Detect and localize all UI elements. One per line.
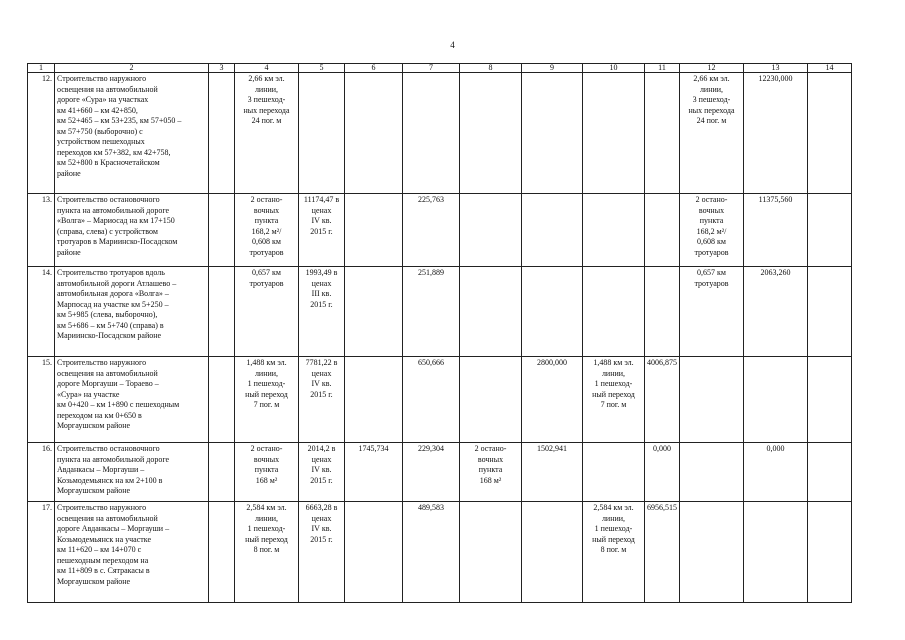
row-number-text: 15.: [42, 358, 52, 367]
row-number: [28, 502, 55, 603]
cell-col-10: [583, 267, 645, 357]
document-table: [27, 63, 852, 603]
table-row: [28, 73, 852, 194]
cell-col-14: [808, 502, 852, 603]
column-header: 2: [55, 64, 209, 73]
cell-col-10: [583, 357, 645, 443]
column-header: 13: [744, 64, 808, 73]
cell-col-12-text: 0,657 км тротуаров: [694, 268, 729, 288]
cell-col-11-text: 4006,875: [647, 358, 677, 367]
cell-col-6: [345, 194, 403, 267]
cell-col-11-text: 6956,515: [647, 503, 677, 512]
cell-col-7: [403, 357, 460, 443]
cell-col-7: [403, 73, 460, 194]
cell-col-3: [209, 194, 235, 267]
project-description-text: Строительство наружного освещения на автомобильной дороге Моргауши – Тораево – «Сура» на участке км 0+420 – км 1+890 с пешеходным переходом на км 0+650 в Моргаушском районе: [57, 358, 180, 430]
cell-col-9: [522, 194, 583, 267]
cell-col-13-text: 0,000: [766, 444, 785, 453]
cell-col-4: [235, 73, 299, 194]
column-header: 5: [299, 64, 345, 73]
cell-col-9: [522, 443, 583, 502]
project-description-text: Строительство остановочного пункта на автомобильной дороге «Волга» – Мариосад на км 17+150 (справа, слева) с устройством тротуаров в Мариинско-Посадском районе: [57, 195, 178, 257]
row-number-text: 12.: [42, 74, 52, 83]
cell-col-12: [680, 194, 744, 267]
cell-col-6: [345, 267, 403, 357]
project-description: [55, 73, 209, 194]
cell-col-7: [403, 194, 460, 267]
cell-col-5: [299, 73, 345, 194]
cell-col-7-text: 650,666: [418, 358, 444, 367]
page-number: 4: [450, 40, 455, 50]
cell-col-4-text: 2,584 км эл. линии, 1 пешеход- ный переход 8 пог. м: [245, 503, 288, 554]
cell-col-6-text: 1745,734: [358, 444, 389, 453]
project-description: [55, 443, 209, 502]
cell-col-11: [645, 443, 680, 502]
row-number: [28, 194, 55, 267]
cell-col-7: [403, 267, 460, 357]
cell-col-5-text: 6663,28 в ценах IV кв. 2015 г.: [305, 503, 338, 544]
cell-col-11-text: 0,000: [653, 444, 671, 453]
table-row: [28, 267, 852, 357]
cell-col-13-text: 11375,560: [758, 195, 793, 204]
cell-col-13: [744, 267, 808, 357]
cell-col-10: [583, 443, 645, 502]
cell-col-6: [345, 502, 403, 603]
row-number: [28, 267, 55, 357]
table-row: [28, 194, 852, 267]
cell-col-5-text: 7781,22 в ценах IV кв. 2015 г.: [305, 358, 338, 399]
project-description: [55, 194, 209, 267]
column-header: 11: [645, 64, 680, 73]
cell-col-11: [645, 502, 680, 603]
row-number: [28, 357, 55, 443]
cell-col-5: [299, 194, 345, 267]
cell-col-11: [645, 357, 680, 443]
cell-col-12-text: 2 остано- вочных пункта 168,2 м²/ 0,608 км тротуаров: [694, 195, 729, 257]
cell-col-13: [744, 73, 808, 194]
cell-col-6: [345, 443, 403, 502]
column-header: 3: [209, 64, 235, 73]
cell-col-7: [403, 502, 460, 603]
cell-col-6: [345, 357, 403, 443]
cell-col-9: [522, 502, 583, 603]
column-header: 10: [583, 64, 645, 73]
cell-col-7-text: 225,763: [418, 195, 444, 204]
cell-col-9: [522, 267, 583, 357]
row-number: [28, 443, 55, 502]
cell-col-13: [744, 194, 808, 267]
table-row: [28, 357, 852, 443]
cell-col-7-text: 229,304: [418, 444, 444, 453]
cell-col-10-text: 1,488 км эл. линии, 1 пешеход- ный переход 7 пог. м: [592, 358, 635, 409]
cell-col-8: [460, 443, 522, 502]
cell-col-4: [235, 443, 299, 502]
cell-col-14: [808, 443, 852, 502]
cell-col-9-text: 2800,000: [537, 358, 567, 367]
cell-col-8-text: 2 остано- вочных пункта 168 м²: [474, 444, 507, 485]
cell-col-3: [209, 443, 235, 502]
row-number-text: 17.: [42, 503, 52, 512]
row-number-text: 13.: [42, 195, 52, 204]
cell-col-7: [403, 443, 460, 502]
project-description: [55, 267, 209, 357]
project-description-text: Строительство наружного освещения на автомобильной дороге Авданкасы – Моргауши – Козьмодемьянск на участке км 11+620 – км 14+070 с пешеходным переходом на км 11+809 в с. Сятракасы в Моргаушском районе: [57, 503, 170, 586]
cell-col-7-text: 251,889: [418, 268, 444, 277]
project-description-text: Строительство тротуаров вдоль автомобильной дороги Атлашево – автомобильная дорога «Волга» – Марпосад на участке км 5+250 – км 5+985 (слева, выборочно), км 5+686 – км 5+740 (справа) в Мариинско-Посадском районе: [57, 268, 177, 340]
cell-col-9-text: 1502,941: [537, 444, 567, 453]
table-row: [28, 502, 852, 603]
cell-col-5: [299, 267, 345, 357]
cell-col-4-text: 1,488 км эл. линии, 1 пешеход- ный переход 7 пог. м: [245, 358, 288, 409]
cell-col-8: [460, 267, 522, 357]
cell-col-14: [808, 267, 852, 357]
cell-col-4: [235, 502, 299, 603]
cell-col-10-text: 2,584 км эл. линии, 1 пешеход- ный переход 8 пог. м: [592, 503, 635, 554]
column-header: 1: [28, 64, 55, 73]
cell-col-5-text: 2014,2 в ценах IV кв. 2015 г.: [307, 444, 336, 485]
cell-col-14: [808, 73, 852, 194]
cell-col-5-text: 1993,49 в ценах III кв. 2015 г.: [305, 268, 338, 309]
cell-col-10: [583, 73, 645, 194]
cell-col-13: [744, 502, 808, 603]
column-header: 4: [235, 64, 299, 73]
column-header: 8: [460, 64, 522, 73]
cell-col-4: [235, 194, 299, 267]
cell-col-7-text: 489,583: [418, 503, 444, 512]
row-number: [28, 73, 55, 194]
cell-col-8: [460, 502, 522, 603]
column-header: 14: [808, 64, 852, 73]
cell-col-4-text: 2 остано- вочных пункта 168 м²: [250, 444, 283, 485]
cell-col-3: [209, 267, 235, 357]
row-number-text: 16.: [42, 444, 52, 453]
cell-col-13: [744, 357, 808, 443]
cell-col-14: [808, 357, 852, 443]
column-number-row: [28, 64, 852, 73]
cell-col-4-text: 2,66 км эл. линии, 3 пешеход- ных перехода 24 пог. м: [243, 74, 290, 125]
cell-col-12: [680, 443, 744, 502]
cell-col-4-text: 2 остано- вочных пункта 168,2 м²/ 0,608 км тротуаров: [249, 195, 284, 257]
cell-col-12-text: 2,66 км эл. линии, 3 пешеход- ных перехода 24 пог. м: [688, 74, 735, 125]
cell-col-6: [345, 73, 403, 194]
cell-col-8: [460, 73, 522, 194]
cell-col-5: [299, 502, 345, 603]
project-description: [55, 357, 209, 443]
column-header: 7: [403, 64, 460, 73]
cell-col-5: [299, 443, 345, 502]
cell-col-11: [645, 267, 680, 357]
cell-col-13-text: 12230,000: [758, 74, 793, 83]
cell-col-4: [235, 267, 299, 357]
cell-col-3: [209, 73, 235, 194]
table-row: [28, 443, 852, 502]
cell-col-3: [209, 357, 235, 443]
cell-col-5-text: 11174,47 в ценах IV кв. 2015 г.: [303, 195, 340, 236]
cell-col-11: [645, 194, 680, 267]
cell-col-3: [209, 502, 235, 603]
cell-col-4: [235, 357, 299, 443]
cell-col-12: [680, 357, 744, 443]
cell-col-13: [744, 443, 808, 502]
cell-col-13-text: 2063,260: [760, 268, 791, 277]
cell-col-10: [583, 194, 645, 267]
column-header: 9: [522, 64, 583, 73]
cell-col-10: [583, 502, 645, 603]
cell-col-5: [299, 357, 345, 443]
cell-col-8: [460, 357, 522, 443]
cell-col-9: [522, 357, 583, 443]
cell-col-4-text: 0,657 км тротуаров: [249, 268, 284, 288]
cell-col-11: [645, 73, 680, 194]
project-description: [55, 502, 209, 603]
project-description-text: Строительство остановочного пункта на автомобильной дороге Авданкасы – Моргауши – Козьмодемьянск на км 2+100 в Моргаушском районе: [57, 444, 170, 495]
cell-col-12: [680, 267, 744, 357]
cell-col-9: [522, 73, 583, 194]
column-header: 6: [345, 64, 403, 73]
cell-col-14: [808, 194, 852, 267]
cell-col-12: [680, 73, 744, 194]
column-header: 12: [680, 64, 744, 73]
row-number-text: 14.: [42, 268, 52, 277]
cell-col-12: [680, 502, 744, 603]
project-description-text: Строительство наружного освещения на автомобильной дороге «Сура» на участках км 41+660 – км 42+850, км 52+465 – км 53+235, км 57+050 – км 57+750 (выборочно) с устройством пешеходных переходов км 57+382, км 42+758, км 52+800 в Красночетайском районе: [57, 74, 182, 178]
cell-col-8: [460, 194, 522, 267]
